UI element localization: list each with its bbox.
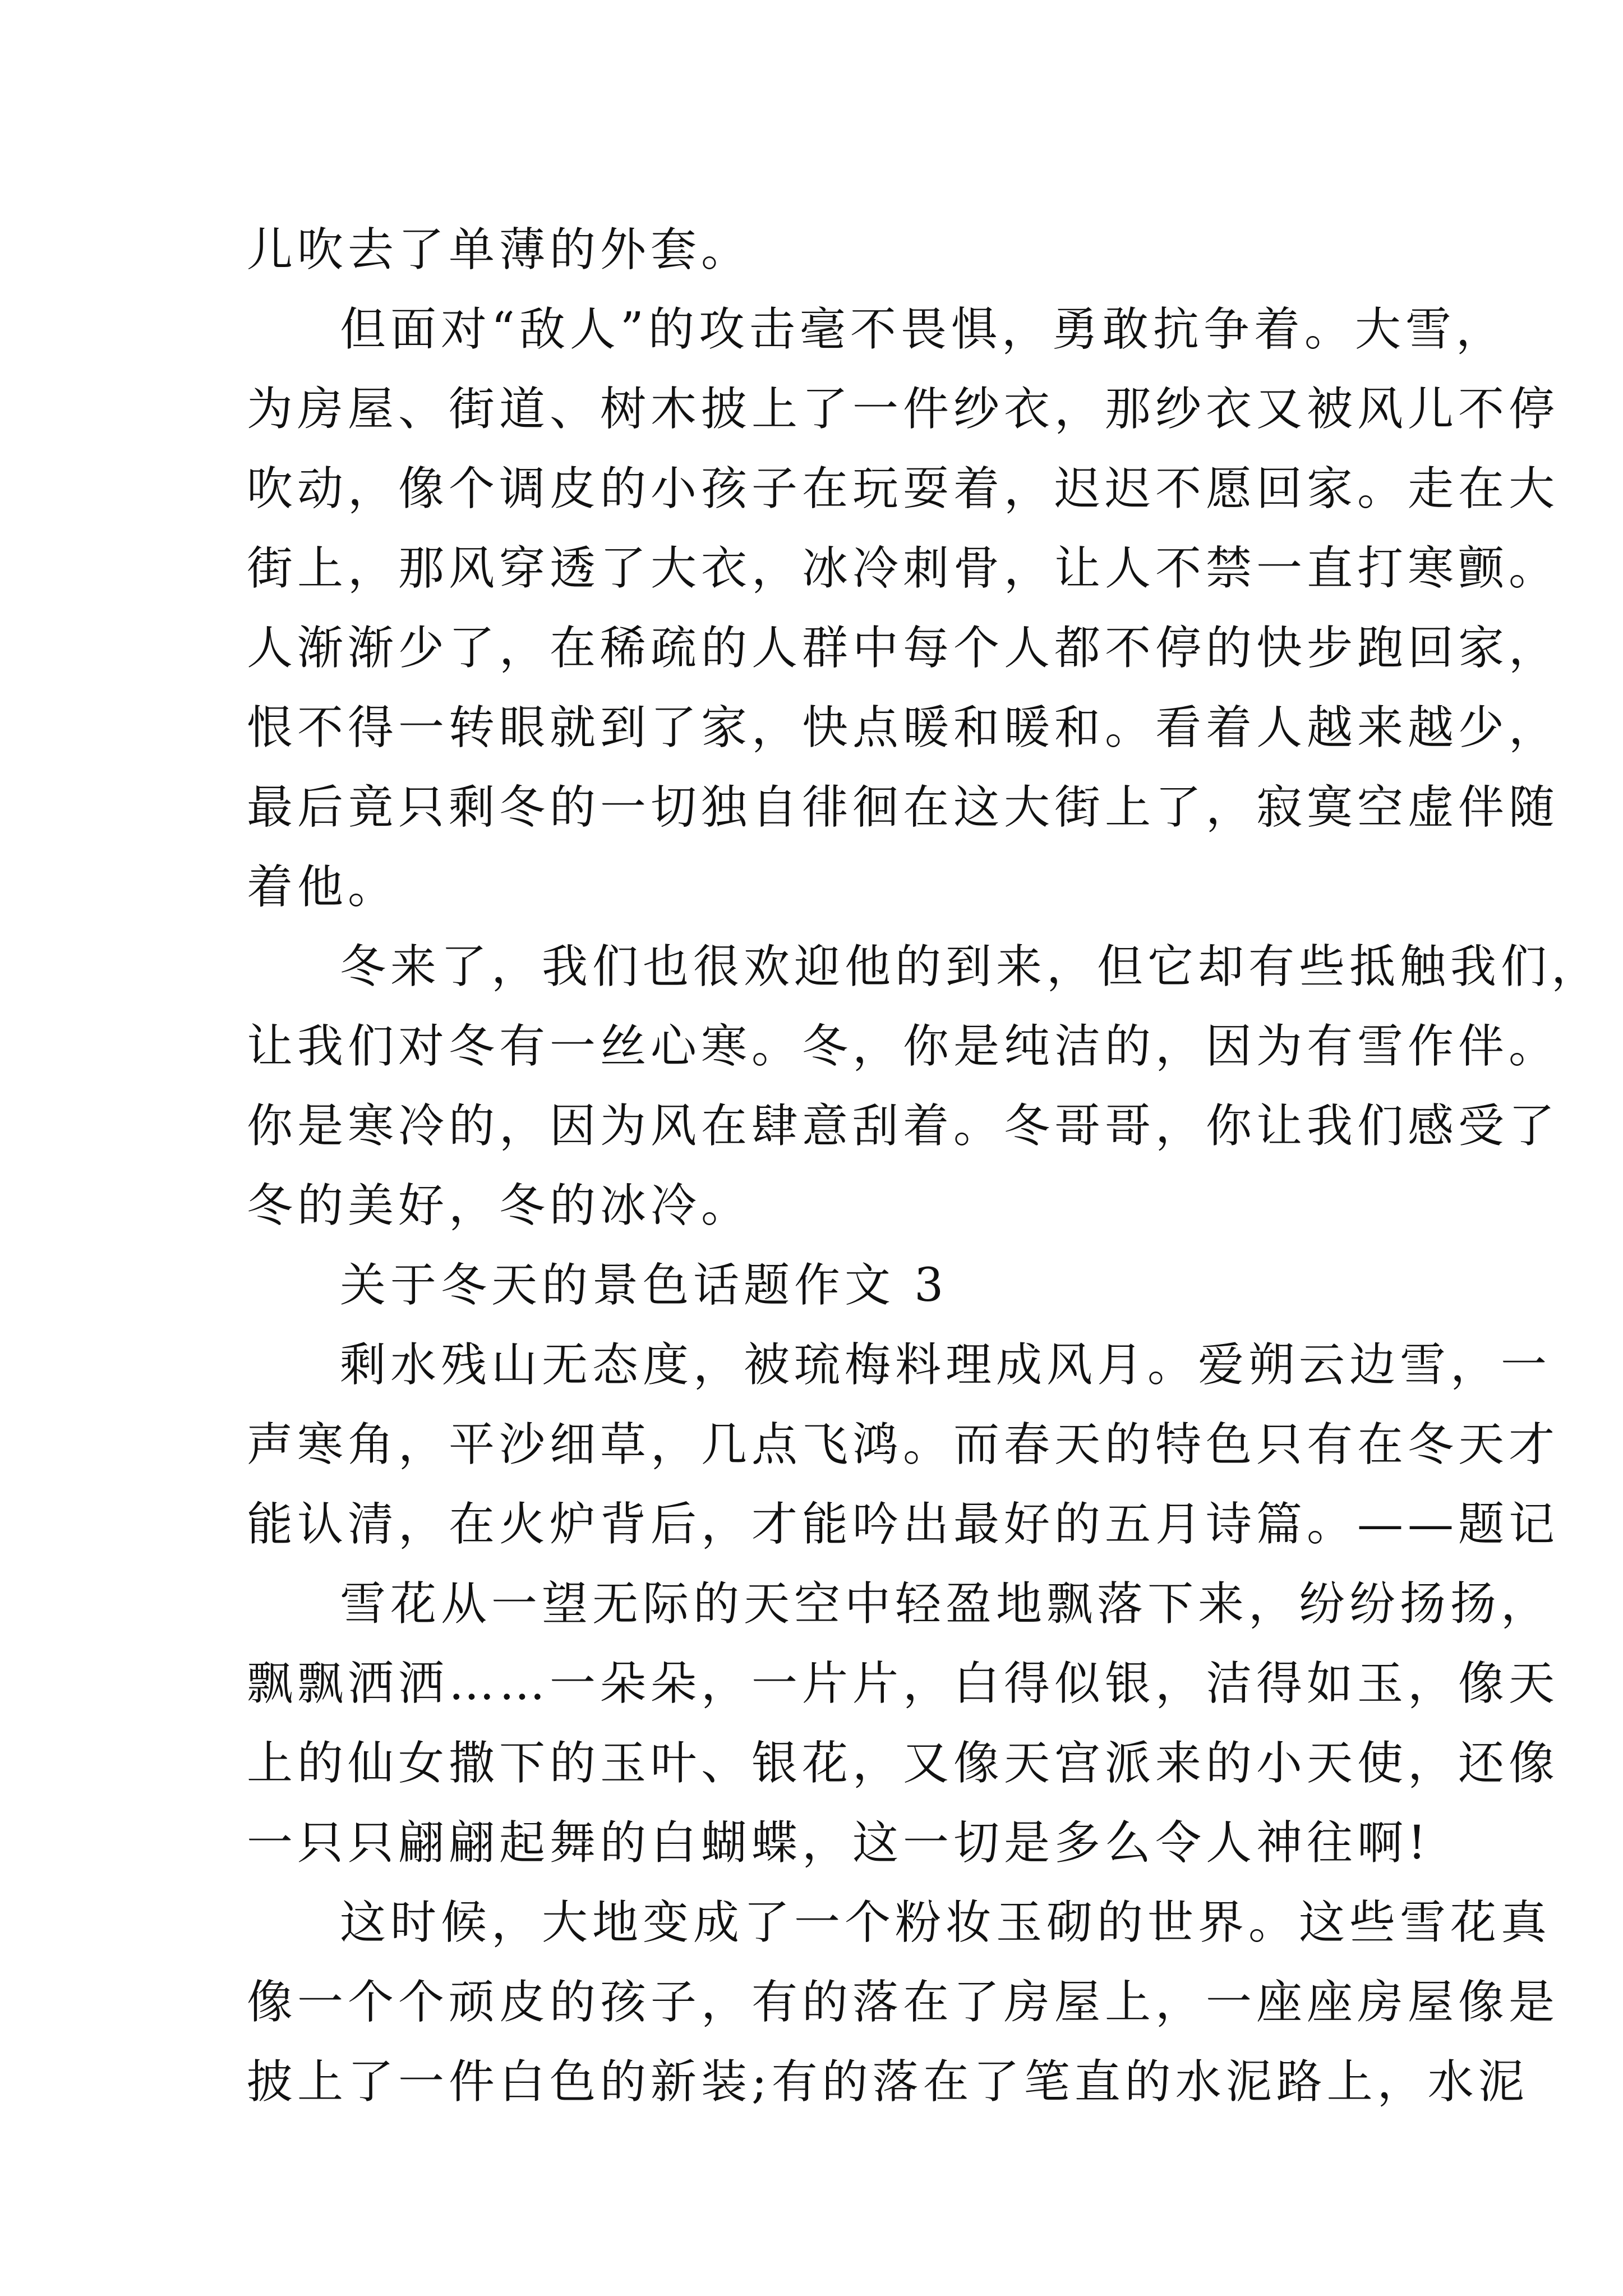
text-line: 披上了一件白色的新装;有的落在了笔直的水泥路上，水泥: [247, 2055, 1529, 2109]
text-line: 着他。: [247, 861, 399, 914]
text-line: 人渐渐少了，在稀疏的人群中每个人都不停的快步跑回家，: [247, 622, 1560, 675]
text-line: 像一个个顽皮的孩子，有的落在了房屋上，一座座房屋像是: [247, 1976, 1560, 2029]
text-line: 但面对“敌人”的攻击毫不畏惧，勇敢抗争着。大雪，: [340, 303, 1506, 356]
section-heading: 关于冬天的景色话题作文 3: [340, 1259, 948, 1312]
text-line: 恨不得一转眼就到了家，快点暖和暖和。看着人越来越少，: [247, 701, 1560, 754]
essay-text: [247, 210, 1602, 2122]
text-line: 吹动，像个调皮的小孩子在玩耍着，迟迟不愿回家。走在大: [247, 462, 1560, 516]
text-line: 飘飘洒洒……一朵朵，一片片，白得似银，洁得如玉，像天: [247, 1657, 1560, 1710]
text-line: 冬的美好，冬的冰冷。: [247, 1179, 752, 1232]
text-line: 上的仙女撒下的玉叶、银花，又像天宫派来的小天使，还像: [247, 1737, 1560, 1790]
text-line: 最后竟只剩冬的一切独自徘徊在这大街上了，寂寞空虚伴随: [247, 781, 1560, 834]
text-line: 声寒角，平沙细草，几点飞鸿。而春天的特色只有在冬天才: [247, 1418, 1560, 1471]
text-line: 冬来了，我们也很欢迎他的到来，但它却有些抵触我们，: [340, 940, 1602, 993]
text-line: 让我们对冬有一丝心寒。冬，你是纯洁的，因为有雪作伴。: [247, 1020, 1560, 1073]
text-line: 能认清，在火炉背后，才能吟出最好的五月诗篇。——题记: [247, 1498, 1560, 1551]
text-line: 一只只翩翩起舞的白蝴蝶，这一切是多么令人神往啊!: [247, 1816, 1431, 1870]
text-line: 剩水残山无态度，被琉梅料理成风月。爱朔云边雪，一: [340, 1338, 1552, 1392]
text-line: 儿吹去了单薄的外套。: [247, 223, 752, 277]
text-line: 这时候，大地变成了一个粉妆玉砌的世界。这些雪花真: [340, 1896, 1552, 1949]
text-line: 你是寒冷的，因为风在肆意刮着。冬哥哥，你让我们感受了: [247, 1099, 1560, 1153]
text-line: 雪花从一望无际的天空中轻盈地飘落下来，纷纷扬扬，: [340, 1577, 1552, 1631]
text-line: 街上，那风穿透了大衣，冰冷刺骨，让人不禁一直打寒颤。: [247, 542, 1560, 595]
text-line: 为房屋、街道、树木披上了一件纱衣，那纱衣又被风儿不停: [247, 383, 1560, 436]
